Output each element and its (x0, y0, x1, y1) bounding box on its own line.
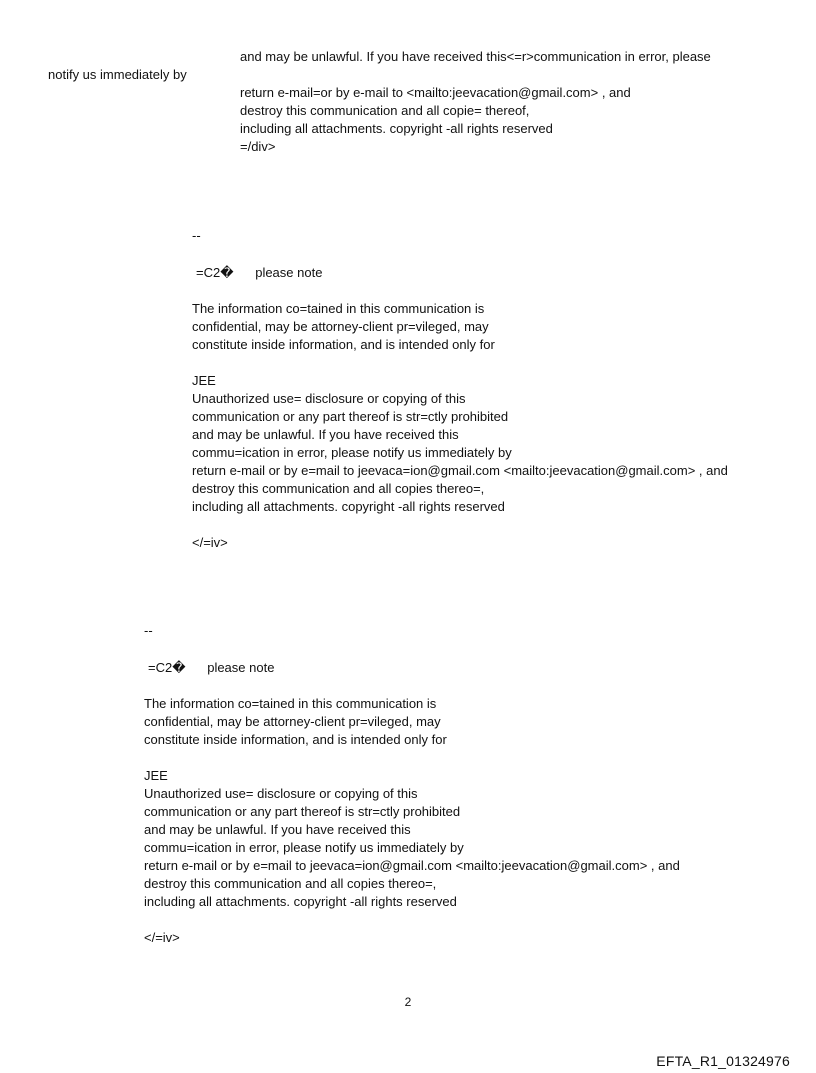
block1-note: =C2� please note (196, 265, 323, 280)
block2-dashes: -- (144, 623, 153, 638)
block1-para2-line: Unauthorized use= disclosure or copying of this (192, 391, 466, 406)
block1-para2-line: destroy this communication and all copies thereo=, (192, 481, 485, 496)
block1-closing: </=iv> (192, 535, 228, 550)
block1-jee: JEE (192, 373, 216, 388)
block2-jee: JEE (144, 768, 168, 783)
block2-para2-line: communication or any part thereof is str=ctly prohibited (144, 804, 461, 819)
block2-para2-line: commu=ication in error, please notify us immediately by (144, 840, 464, 855)
block2-para2-line: including all attachments. copyright -all rights reserved (144, 894, 457, 909)
block1-dashes: -- (192, 228, 201, 243)
block2-para2-line: destroy this communication and all copies thereo=, (144, 876, 437, 891)
block2-para1-line: The information co=tained in this communication is (144, 696, 437, 711)
top-line-3: return e-mail=or by e-mail to <mailto:jeevacation@gmail.com> , and (240, 85, 631, 100)
top-line-5: including all attachments. copyright -all rights reserved (240, 121, 553, 136)
block1-para2-line: commu=ication in error, please notify us immediately by (192, 445, 512, 460)
block1-para2-line: communication or any part thereof is str=ctly prohibited (192, 409, 509, 424)
page-number: 2 (404, 995, 412, 1009)
block1-para1-line: confidential, may be attorney-client pr=vileged, may (192, 319, 489, 334)
block1-para1-line: constitute inside information, and is intended only for (192, 337, 495, 352)
document-id: EFTA_R1_01324976 (656, 1053, 790, 1069)
block1-para2-line: including all attachments. copyright -all rights reserved (192, 499, 505, 514)
block1-para2-line: and may be unlawful. If you have received this (192, 427, 459, 442)
block2-para2-line: and may be unlawful. If you have received this (144, 822, 411, 837)
top-line-1: and may be unlawful. If you have received this<=r>communication in error, please (240, 49, 711, 64)
top-line-4: destroy this communication and all copie= thereof, (240, 103, 530, 118)
block1-para2-line: return e-mail or by e=mail to jeevaca=ion@gmail.com <mailto:jeevacation@gmail.com> , and (192, 463, 728, 478)
block2-para2-line: return e-mail or by e=mail to jeevaca=ion@gmail.com <mailto:jeevacation@gmail.com> , and (144, 858, 680, 873)
block2-note: =C2� please note (148, 660, 275, 675)
block2-closing: </=iv> (144, 930, 180, 945)
block2-para2-line: Unauthorized use= disclosure or copying of this (144, 786, 418, 801)
top-line-6: =/div> (240, 139, 276, 154)
top-line-2: notify us immediately by (48, 67, 187, 82)
block1-para1-line: The information co=tained in this communication is (192, 301, 485, 316)
block2-para1-line: confidential, may be attorney-client pr=vileged, may (144, 714, 441, 729)
block2-para1-line: constitute inside information, and is intended only for (144, 732, 447, 747)
